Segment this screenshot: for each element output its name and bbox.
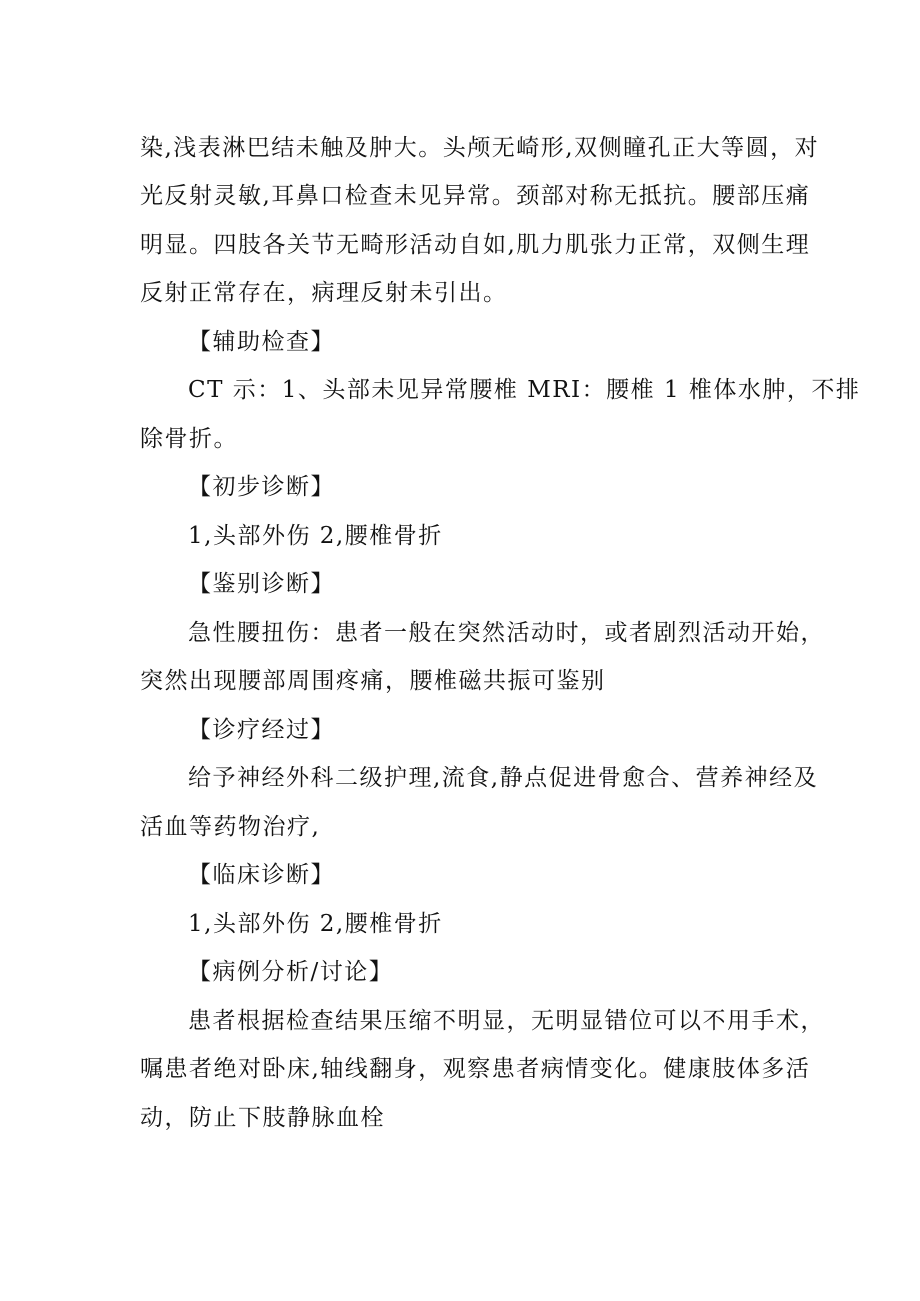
section-heading-clinical-diagnosis: 【临床诊断】 — [188, 862, 335, 888]
exam-line-1: 染,浅表淋巴结未触及肿大。头颅无崎形,双侧瞳孔正大等圆，对 — [140, 135, 820, 161]
course-line-1: 给予神经外科二级护理,流食,静点促进骨愈合、营养神经及 — [188, 765, 819, 791]
aux-line-1: CT 示：1、头部未见异常腰椎 MRI：腰椎 1 椎体水肿，不排 — [188, 377, 861, 403]
analysis-line-3: 动，防止下肢静脉血栓 — [140, 1105, 385, 1131]
exam-line-3: 明显。四肢各关节无畸形活动自如,肌力肌张力正常，双侧生理 — [140, 232, 811, 258]
clinical-diagnosis-text: 1,头部外伤 2,腰椎骨折 — [188, 911, 443, 937]
preliminary-diagnosis-text: 1,头部外伤 2,腰椎骨折 — [188, 523, 443, 549]
diff-line-2: 突然出现腰部周围疼痛，腰椎磁共振可鉴别 — [140, 668, 606, 694]
section-heading-preliminary-diagnosis: 【初步诊断】 — [188, 474, 335, 500]
exam-line-2: 光反射灵敏,耳鼻口检查未见异常。颈部对称无抵抗。腰部压痛 — [140, 183, 811, 209]
analysis-line-1: 患者根据检查结果压缩不明显，无明显错位可以不用手术， — [188, 1008, 825, 1034]
course-line-2: 活血等药物治疗, — [140, 814, 321, 840]
section-heading-auxiliary-exam: 【辅助检查】 — [188, 329, 335, 355]
section-heading-treatment-course: 【诊疗经过】 — [188, 717, 335, 743]
exam-line-4: 反射正常存在，病理反射未引出。 — [140, 280, 508, 306]
aux-line-2: 除骨折。 — [140, 426, 238, 452]
section-heading-differential-diagnosis: 【鉴别诊断】 — [188, 571, 335, 597]
analysis-line-2: 嘱患者绝对卧床,轴线翻身，观察患者病情变化。健康肢体多活 — [140, 1056, 811, 1082]
section-heading-case-analysis: 【病例分析/讨论】 — [188, 959, 394, 985]
diff-line-1: 急性腰扭伤：患者一般在突然活动时，或者剧烈活动开始， — [188, 620, 825, 646]
